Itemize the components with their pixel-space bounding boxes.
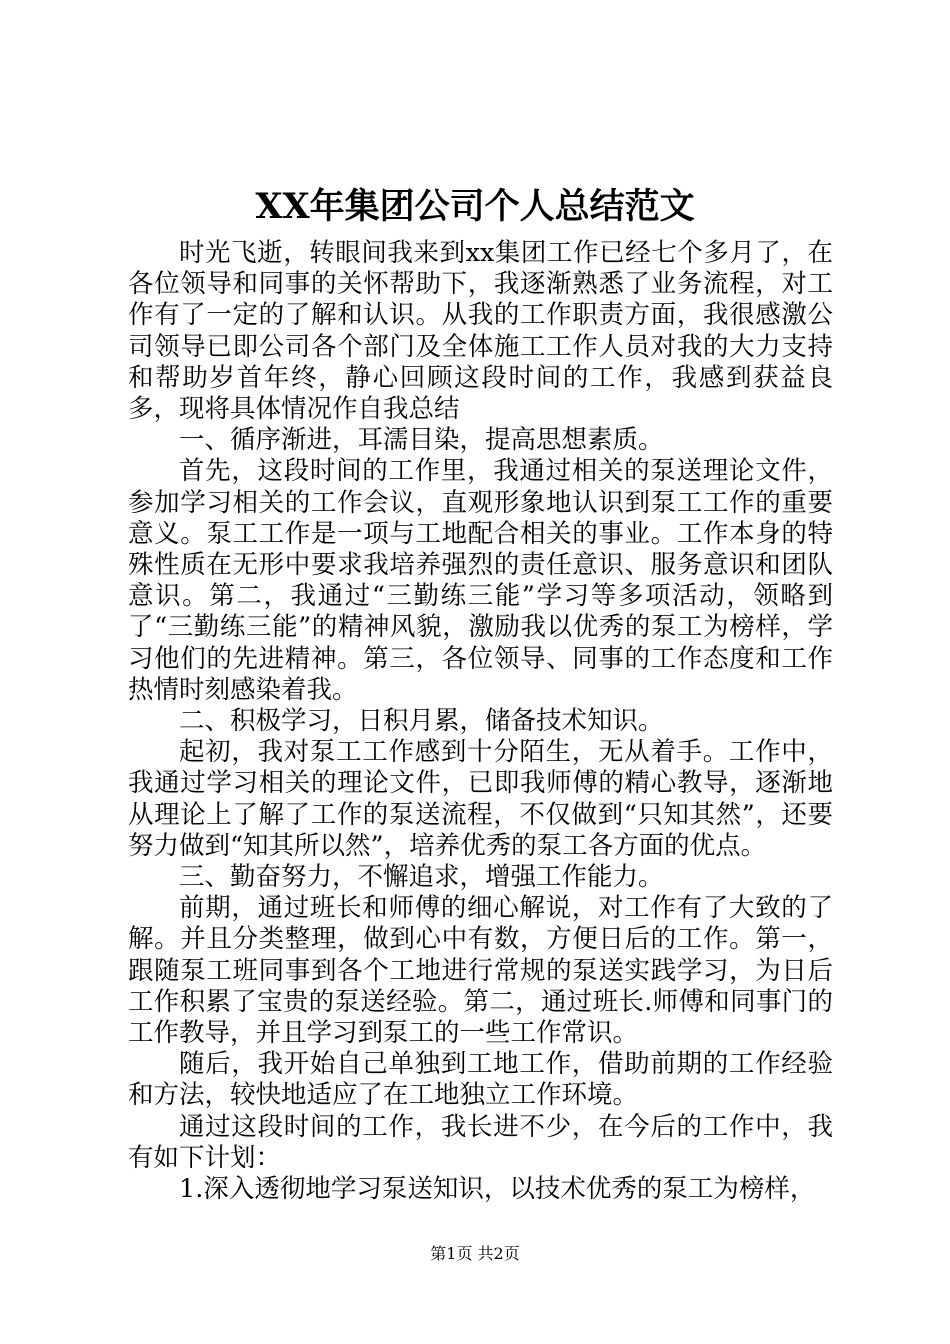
page-footer: 第1页 共2页 <box>430 1244 520 1263</box>
section-heading-2: 二、积极学习，日积月累，储备技术知识。 <box>179 706 664 737</box>
document-title: XX年集团公司个人总结范文 <box>255 186 695 227</box>
section-heading-3: 三、勤奋努力，不懈追求，增强工作能力。 <box>179 862 664 893</box>
paragraph-intro: 时光飞逝，转眼间我来到xx集团工作已经七个多月了，在各位领导和同事的关怀帮助下，我逐渐熟悉了业务流程，对工作有了一定的了解和认识。从我的工作职责方面，我很感激公司领导已即公司各个部门及全体施工工作人员对我的大力支持和帮助岁首年终，静心回顾这段时间的工作，我感到获益良多，现将具体情况作自我总结 <box>128 238 833 425</box>
paragraph-section-3b: 随后，我开始自己单独到工地工作，借助前期的工作经验和方法，较快地适应了在工地独立工作环境。 <box>128 1049 833 1111</box>
section-heading-1: 一、循序渐进，耳濡目染，提高思想素质。 <box>179 425 664 456</box>
paragraph-plan-intro: 通过这段时间的工作，我长进不少，在今后的工作中，我有如下计划： <box>128 1111 833 1173</box>
paragraph-section-1: 首先，这段时间的工作里，我通过相关的泵送理论文件，参加学习相关的工作会议，直观形象地认识到泵工工作的重要意义。泵工工作是一项与工地配合相关的事业。工作本身的特殊性质在无形中要求我培养强烈的责任意识、服务意识和团队意识。第二，我通过“三勤练三能”学习等多项活动，领略到了“三勤练三能”的精神风貌，激励我以优秀的泵工为榜样，学习他们的先进精神。第三，各位领导、同事的工作态度和工作热情时刻感染着我。 <box>128 456 833 705</box>
paragraph-plan-item-1: 1.深入透彻地学习泵送知识，以技术优秀的泵工为榜样， <box>179 1174 816 1205</box>
paragraph-section-3a: 前期，通过班长和师傅的细心解说，对工作有了大致的了解。并且分类整理，做到心中有数，方便日后的工作。第一，跟随泵工班同事到各个工地进行常规的泵送实践学习，为日后工作积累了宝贵的泵送经验。第二，通过班长.师傅和同事门的工作教导，并且学习到泵工的一些工作常识。 <box>128 893 833 1049</box>
paragraph-section-2: 起初，我对泵工工作感到十分陌生，无从着手。工作中，我通过学习相关的理论文件，已即我师傅的精心教导，逐渐地从理论上了解了工作的泵送流程，不仅做到“只知其然”，还要努力做到“知其所以然”，培养优秀的泵工各方面的优点。 <box>128 737 833 861</box>
document-body <box>128 238 833 1205</box>
